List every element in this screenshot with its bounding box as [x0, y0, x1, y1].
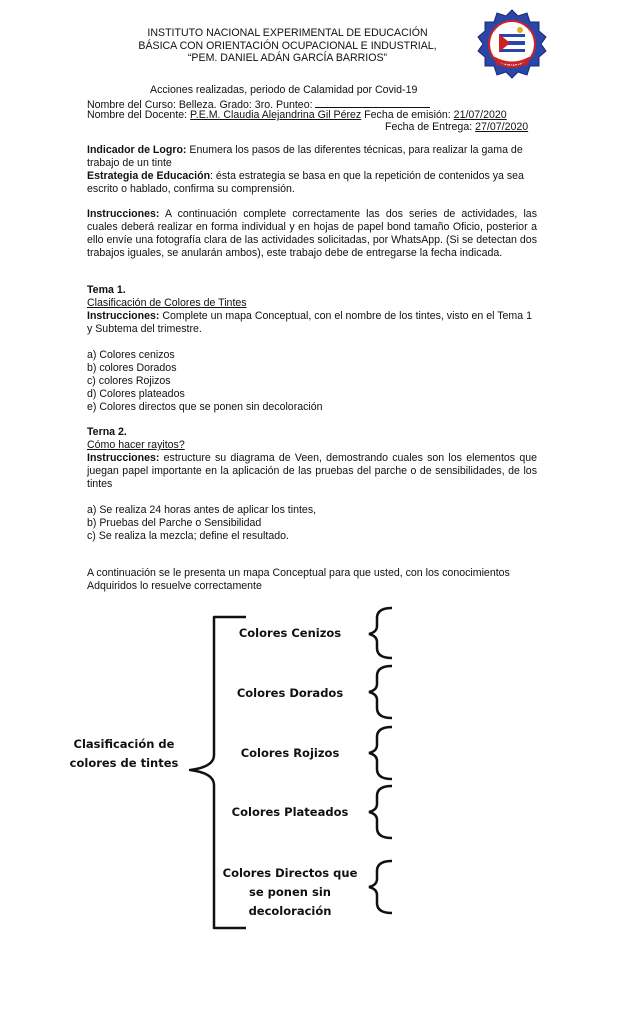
teacher-name: P.E.M. Claudia Alejandrina Gil Pérez [190, 109, 362, 121]
logo-text: INEEBOOIE [495, 62, 529, 68]
strategy-paragraph [87, 170, 537, 196]
delivery-line [385, 121, 528, 133]
delivery-date: 27/07/2020 [475, 121, 529, 133]
list-item: b) Pruebas del Parche o Sensibilidad [87, 517, 262, 529]
branch-line-1: Colores Directos que [222, 866, 358, 880]
branch-node: Colores Cenizos [238, 626, 342, 640]
list-item: b) colores Dorados [87, 362, 177, 374]
list-item: a) Se realiza 24 horas antes de aplicar los tintes, [87, 504, 317, 516]
strategy-label: Estrategia de Educación [87, 170, 211, 182]
tema1-section [87, 284, 537, 336]
header-line-2: BÁSICA CON ORIENTACIÓN OCUPACIONAL E INDUSTRIAL, [138, 39, 437, 52]
root-line-1: Clasificación de [73, 737, 175, 751]
instructions-text: A continuación complete correctamente las dos series de actividades, las cuales deberá realizar en forma individual y en hojas de papel bond tamaño Oficio, posterior a ello envíe una fotografía clara de las actividades solicitadas, por WhatsApp. (Si se detectan dos trabajos iguales, se anularán ambos), este trabajo debe de entregarse la fecha indicada. [87, 208, 537, 259]
document-subtitle: Acciones realizadas, periodo de Calamidad por Covid-19 [150, 84, 418, 96]
tema2-subtitle: Cómo hacer rayitos? [87, 439, 185, 451]
branch-brace [369, 786, 392, 838]
list-item: a) Colores cenizos [87, 349, 175, 361]
root-line-2: colores de tintes [69, 756, 179, 770]
emission-date: 21/07/2020 [453, 109, 507, 121]
teacher-line [87, 109, 507, 121]
delivery-label: Fecha de Entrega: [385, 121, 476, 133]
concept-map-root [60, 735, 188, 773]
tema2-title: Terna 2. [87, 426, 127, 438]
indicator-label: Indicador de Logro: [87, 144, 187, 156]
branch-node [210, 864, 370, 921]
list-item: d) Colores plateados [87, 388, 185, 400]
teacher-label: Nombre del Docente: [87, 109, 191, 121]
branch-line-3: decoloración [248, 904, 332, 918]
school-logo-icon [476, 8, 548, 80]
tema1-subtitle: Clasificación de Colores de Tintes [87, 297, 247, 309]
closing-paragraph: A continuación se le presenta un mapa Conceptual para que usted, con los conocimientos Adquiridos lo resuelve correctamente [87, 567, 510, 592]
branch-node: Colores Rojizos [240, 746, 340, 760]
tema2-instructions-label: Instrucciones: [87, 452, 160, 464]
score-blank [315, 97, 430, 108]
strategy-text: : ésta estrategia se basa en que la repetición de contenidos ya sea escrito o hablado, confirma su comprensión. [87, 170, 524, 195]
branch-node: Colores Dorados [236, 686, 344, 700]
tema2-instructions-text: estructure su diagrama de Veen, demostrando cuales son los elementos que juegan papel importante en la aplicación de las pruebas del parche o de sensibilidades, de los tintes [87, 452, 537, 490]
header-line-1: INSTITUTO NACIONAL EXPERIMENTAL DE EDUCACIÓN [147, 27, 428, 39]
indicator-text: Enumera los pasos de las diferentes técnicas, para realizar la gama de trabajo de un tinte [87, 144, 523, 169]
branch-line-2: se ponen sin [249, 885, 331, 899]
concept-map [0, 600, 622, 950]
instructions-paragraph [87, 208, 537, 260]
indicator-paragraph [87, 144, 537, 170]
branch-brace [369, 727, 392, 779]
header-line-3: “PEM. DANIEL ADÁN GARCÍA BARRIOS” [187, 52, 388, 64]
branch-brace [369, 666, 392, 718]
institution-header [95, 27, 480, 65]
list-item: e) Colores directos que se ponen sin decoloración [87, 401, 323, 413]
tema1-title: Tema 1. [87, 284, 126, 296]
course-label: Nombre del Curso: Belleza. Grado: 3ro. Punteo: [87, 99, 316, 111]
branch-brace [369, 861, 392, 913]
tema1-instructions-text: Complete un mapa Conceptual, con el nombre de los tintes, visto en el Tema 1 y Subtema del trimestre. [87, 310, 532, 335]
tema2-section [87, 426, 537, 491]
tema1-instructions-label: Instrucciones: [87, 310, 160, 322]
tema2-list [87, 504, 316, 543]
branch-brace [369, 608, 392, 658]
tema1-list [87, 349, 323, 414]
emission-label: Fecha de emisión: [361, 109, 454, 121]
list-item: c) colores Rojizos [87, 375, 171, 387]
branch-node: Colores Plateados [231, 805, 349, 819]
list-item: c) Se realiza la mezcla; define el resultado. [87, 530, 289, 542]
instructions-label: Instrucciones: [87, 208, 160, 220]
